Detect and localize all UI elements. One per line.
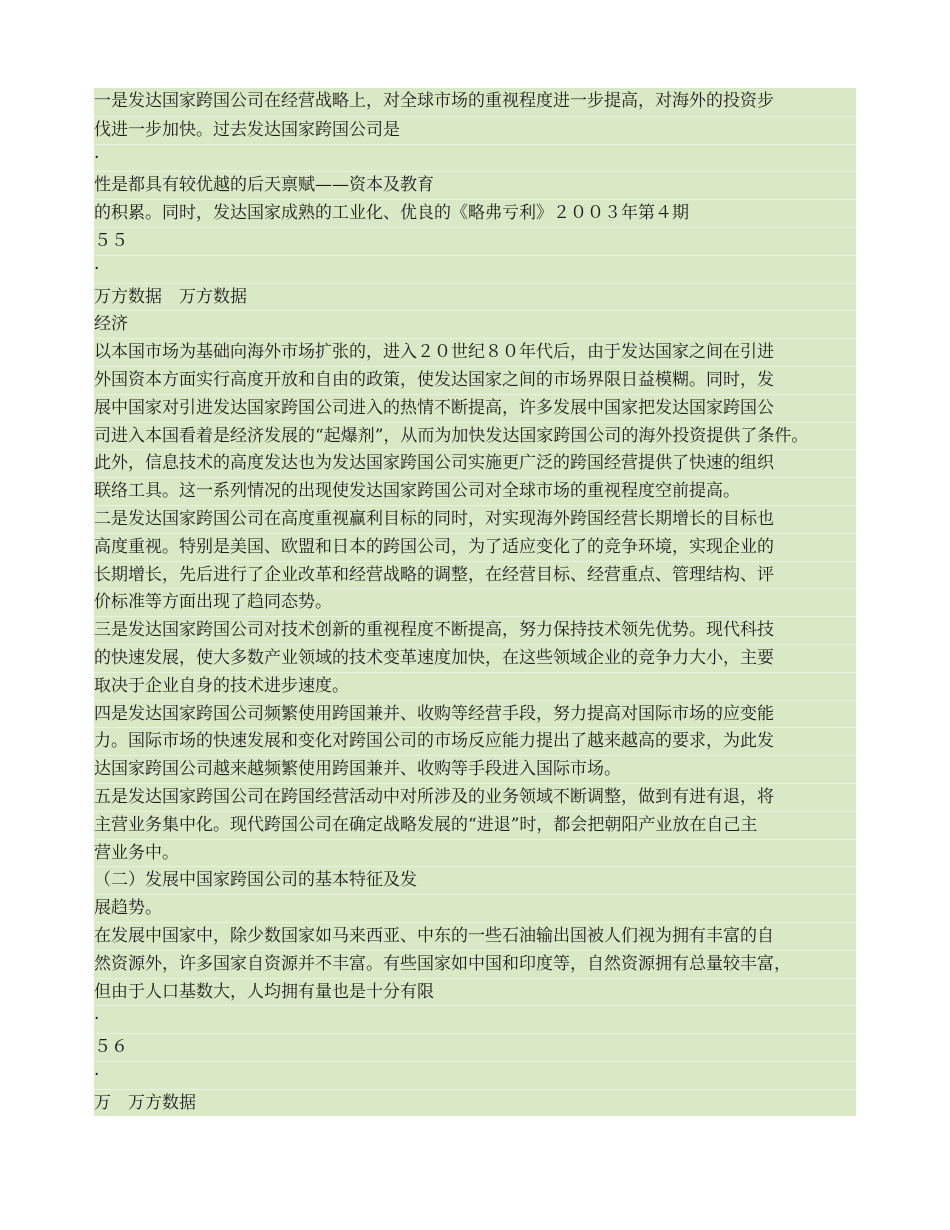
text-line: 力。国际市场的快速发展和变化对跨国公司的市场反应能力提出了越来越高的要求，为此发 xyxy=(94,727,856,755)
section-heading: 展趋势。 xyxy=(94,894,856,922)
section-heading: （二）发展中国家跨国公司的基本特征及发 xyxy=(94,866,856,894)
text-line: 以本国市场为基础向海外市场扩张的，进入２０世纪８０年代后，由于发达国家之间在引进 xyxy=(94,338,856,366)
text-line: 的快速发展，使大多数产业领域的技术变革速度加快，在这些领域企业的竞争力大小，主要 xyxy=(94,644,856,672)
bullet-dot: · xyxy=(94,255,856,283)
text-line: 一是发达国家跨国公司在经营战略上，对全球市场的重视程度进一步提高，对海外的投资步 xyxy=(94,88,856,116)
text-line: 性是都具有较优越的后天禀赋——资本及教育 xyxy=(94,171,856,199)
text-line: 二是发达国家跨国公司在高度重视赢利目标的同时，对实现海外跨国经营长期增长的目标也 xyxy=(94,505,856,533)
text-line: 此外，信息技术的高度发达也为发达国家跨国公司实施更广泛的跨国经营提供了快速的组织 xyxy=(94,449,856,477)
text-line: 长期增长，先后进行了企业改革和经营战略的调整，在经营目标、经营重点、管理结构、评 xyxy=(94,561,856,589)
page-number: ５６ xyxy=(94,1033,856,1061)
text-line: 达国家跨国公司越来越频繁使用跨国兼并、收购等手段进入国际市场。 xyxy=(94,755,856,783)
text-line: 在发展中国家中，除少数国家如马来西亚、中东的一些石油输出国被人们视为拥有丰富的自 xyxy=(94,922,856,950)
text-line: 主营业务集中化。现代跨国公司在确定战略发展的“进退”时，都会把朝阳产业放在自己主 xyxy=(94,811,856,839)
watermark-text: 万方数据 万方数据 xyxy=(94,283,856,311)
text-line: 联络工具。这一系列情况的出现使发达国家跨国公司对全球市场的重视程度空前提高。 xyxy=(94,477,856,505)
text-line: 五是发达国家跨国公司在跨国经营活动中对所涉及的业务领域不断调整，做到有进有退，将 xyxy=(94,783,856,811)
text-line: 营业务中。 xyxy=(94,839,856,867)
bullet-dot: · xyxy=(94,1061,856,1089)
text-line: 伐进一步加快。过去发达国家跨国公司是 xyxy=(94,116,856,144)
text-line: 外国资本方面实行高度开放和自由的政策，使发达国家之间的市场界限日益模糊。同时，发 xyxy=(94,366,856,394)
text-line: 价标准等方面出现了趋同态势。 xyxy=(94,588,856,616)
section-label: 经济 xyxy=(94,310,856,338)
document-page xyxy=(94,88,856,1116)
text-line: 然资源外，许多国家自资源并不丰富。有些国家如中国和印度等，自然资源拥有总量较丰富， xyxy=(94,950,856,978)
bullet-dot: · xyxy=(94,1005,856,1033)
text-line: 高度重视。特别是美国、欧盟和日本的跨国公司，为了适应变化了的竞争环境，实现企业的 xyxy=(94,533,856,561)
text-line: 但由于人口基数大，人均拥有量也是十分有限 xyxy=(94,978,856,1006)
text-line: 取决于企业自身的技术进步速度。 xyxy=(94,672,856,700)
text-line: 的积累。同时，发达国家成熟的工业化、优良的《略弗亏利》２００３年第４期 xyxy=(94,199,856,227)
page-number: ５５ xyxy=(94,227,856,255)
watermark-text: 万 万方数据 xyxy=(94,1089,856,1117)
text-line: 三是发达国家跨国公司对技术创新的重视程度不断提高，努力保持技术领先优势。现代科技 xyxy=(94,616,856,644)
bullet-dot: · xyxy=(94,144,856,172)
text-line: 四是发达国家跨国公司频繁使用跨国兼并、收购等经营手段，努力提高对国际市场的应变能 xyxy=(94,700,856,728)
text-line: 司进入本国看着是经济发展的“起爆剂”，从而为加快发达国家跨国公司的海外投资提供了条件。 xyxy=(94,422,856,450)
text-line: 展中国家对引进发达国家跨国公司进入的热情不断提高，许多发展中国家把发达国家跨国公 xyxy=(94,394,856,422)
